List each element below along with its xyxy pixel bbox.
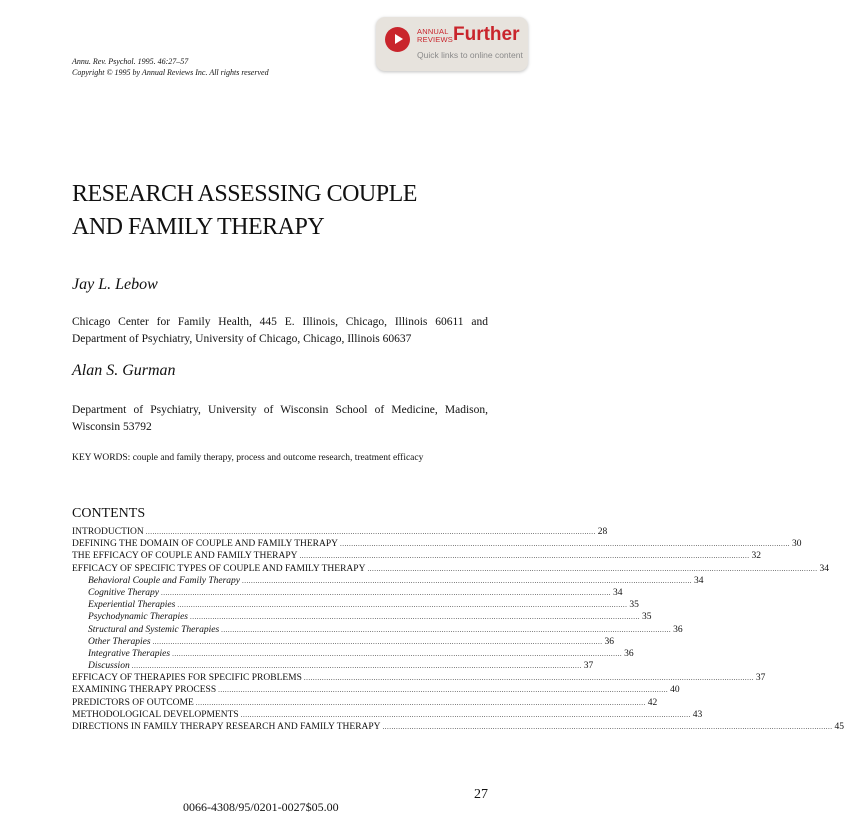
toc-item-label: Psychodynamic Therapies: [88, 612, 188, 623]
toc-item-page: 30: [792, 539, 802, 550]
toc-item-label: THE EFFICACY OF COUPLE AND FAMILY THERAPY: [72, 551, 298, 562]
annual-reviews-brand: [417, 28, 453, 44]
toc-item-label: INTRODUCTION: [72, 527, 144, 537]
toc-item-label: Behavioral Couple and Family Therapy: [88, 575, 240, 586]
toc-leader-dots: ........................................................................................................................................................................................................: [303, 674, 754, 683]
toc-item-label: Cognitive Therapy: [88, 587, 159, 598]
toc-leader-dots: ........................................................................................................................................................................................................: [152, 637, 603, 646]
copyright-line: Copyright © 1995 by Annual Reviews Inc. All rights reserved: [72, 68, 269, 77]
brand-bottom: REVIEWS: [417, 35, 453, 44]
play-icon: [385, 27, 410, 52]
toc-leader-dots: ........................................................................................................................................................................................................: [299, 552, 750, 561]
toc-leader-dots: ........................................................................................................................................................................................................: [367, 564, 818, 573]
toc-item-page: 28: [597, 527, 608, 537]
toc-leader-dots: ........................................................................................................................................................................................................: [218, 686, 669, 695]
further-title: Further: [453, 24, 520, 45]
affiliation-1: Chicago Center for Family Health, 445 E. Illinois, Chicago, Illinois 60611 and Department of Psychiatry, University of Chicago, Chicago, Illinois 60637: [72, 316, 488, 345]
toc-subitem[interactable]: [72, 648, 634, 660]
toc-leader-dots: ........................................................................................................................................................................................................: [340, 540, 791, 549]
toc-item[interactable]: [72, 563, 829, 575]
page-number: 27: [474, 787, 488, 802]
toc-subitem[interactable]: [72, 611, 652, 623]
footer-code: 0066-4308/95/0201-0027$05.00: [183, 800, 339, 814]
toc-subitem[interactable]: [72, 660, 594, 672]
toc-item-label: PREDICTORS OF OUTCOME: [72, 697, 194, 708]
toc-leader-dots: ........................................................................................................................................................................................................: [145, 528, 596, 536]
toc-item-page: 35: [642, 612, 652, 623]
toc-item-page: 34: [612, 587, 623, 598]
table-of-contents: [72, 526, 844, 733]
toc-item-page: 32: [751, 551, 761, 562]
further-badge[interactable]: [376, 17, 528, 71]
toc-item[interactable]: [72, 538, 802, 550]
toc-item-page: 42: [647, 697, 658, 708]
toc-item[interactable]: [72, 684, 680, 696]
contents-heading: CONTENTS: [72, 506, 146, 521]
toc-item[interactable]: [72, 526, 608, 538]
further-subtitle: Quick links to online content: [417, 50, 523, 60]
journal-line: Annu. Rev. Psychol. 1995. 46:27–57: [72, 57, 189, 66]
author-1: Jay L. Lebow: [72, 276, 158, 293]
toc-item-page: 36: [624, 648, 634, 659]
toc-item-page: 37: [583, 661, 594, 672]
toc-subitem[interactable]: [72, 636, 615, 648]
toc-item[interactable]: [72, 697, 658, 709]
toc-item-label: EFFICACY OF THERAPIES FOR SPECIFIC PROBLEMS: [72, 673, 302, 684]
toc-item-page: 40: [670, 685, 680, 696]
toc-item-label: DIRECTIONS IN FAMILY THERAPY RESEARCH AND FAMILY THERAPY: [72, 722, 381, 732]
toc-item-page: 35: [629, 600, 639, 611]
toc-item-page: 36: [673, 624, 683, 635]
keywords: KEY WORDS: couple and family therapy, process and outcome research, treatment efficacy: [72, 453, 424, 463]
toc-item-page: 37: [755, 673, 766, 684]
toc-item-page: 34: [819, 563, 829, 574]
toc-subitem[interactable]: [72, 599, 639, 611]
article-title: [72, 178, 492, 244]
toc-leader-dots: ........................................................................................................................................................................................................: [240, 710, 691, 719]
toc-item-label: Other Therapies: [88, 636, 151, 647]
journal-citation: [72, 56, 269, 78]
toc-item-label: Experiential Therapies: [88, 600, 176, 611]
toc-item[interactable]: [72, 550, 761, 562]
title-line-1: RESEARCH ASSESSING COUPLE: [72, 181, 417, 207]
author-2: Alan S. Gurman: [72, 362, 176, 379]
toc-item-page: 36: [604, 636, 615, 647]
toc-item-label: Discussion: [88, 661, 130, 672]
toc-leader-dots: ........................................................................................................................................................................................................: [241, 576, 692, 585]
toc-item[interactable]: [72, 672, 766, 684]
brand-top: ANNUAL: [417, 27, 449, 36]
toc-leader-dots: ........................................................................................................................................................................................................: [221, 625, 672, 634]
toc-item-label: EXAMINING THERAPY PROCESS: [72, 685, 217, 696]
toc-leader-dots: ........................................................................................................................................................................................................: [160, 588, 611, 597]
toc-item-page: 45: [834, 722, 844, 732]
toc-item-page: 43: [692, 709, 703, 720]
toc-leader-dots: ........................................................................................................................................................................................................: [195, 698, 646, 707]
toc-leader-dots: ........................................................................................................................................................................................................: [382, 723, 833, 731]
toc-subitem[interactable]: [72, 587, 623, 599]
toc-subitem[interactable]: [72, 624, 683, 636]
toc-leader-dots: ........................................................................................................................................................................................................: [177, 601, 628, 610]
toc-item[interactable]: [72, 721, 844, 733]
toc-item-label: DEFINING THE DOMAIN OF COUPLE AND FAMILY THERAPY: [72, 539, 339, 550]
affiliation-2: Department of Psychiatry, University of Wisconsin School of Medicine, Madison, Wisconsin 53792: [72, 404, 488, 433]
toc-leader-dots: ........................................................................................................................................................................................................: [190, 613, 640, 622]
toc-leader-dots: ........................................................................................................................................................................................................: [172, 649, 623, 658]
toc-item[interactable]: [72, 709, 703, 721]
title-line-2: AND FAMILY THERAPY: [72, 214, 325, 240]
toc-item-label: Integrative Therapies: [88, 648, 171, 659]
toc-item-label: EFFICACY OF SPECIFIC TYPES OF COUPLE AND FAMILY THERAPY: [72, 563, 366, 574]
toc-item-label: METHODOLOGICAL DEVELOPMENTS: [72, 709, 239, 720]
toc-item-label: Structural and Systemic Therapies: [88, 624, 220, 635]
toc-subitem[interactable]: [72, 575, 704, 587]
toc-leader-dots: ........................................................................................................................................................................................................: [131, 662, 582, 671]
toc-item-page: 34: [693, 575, 704, 586]
